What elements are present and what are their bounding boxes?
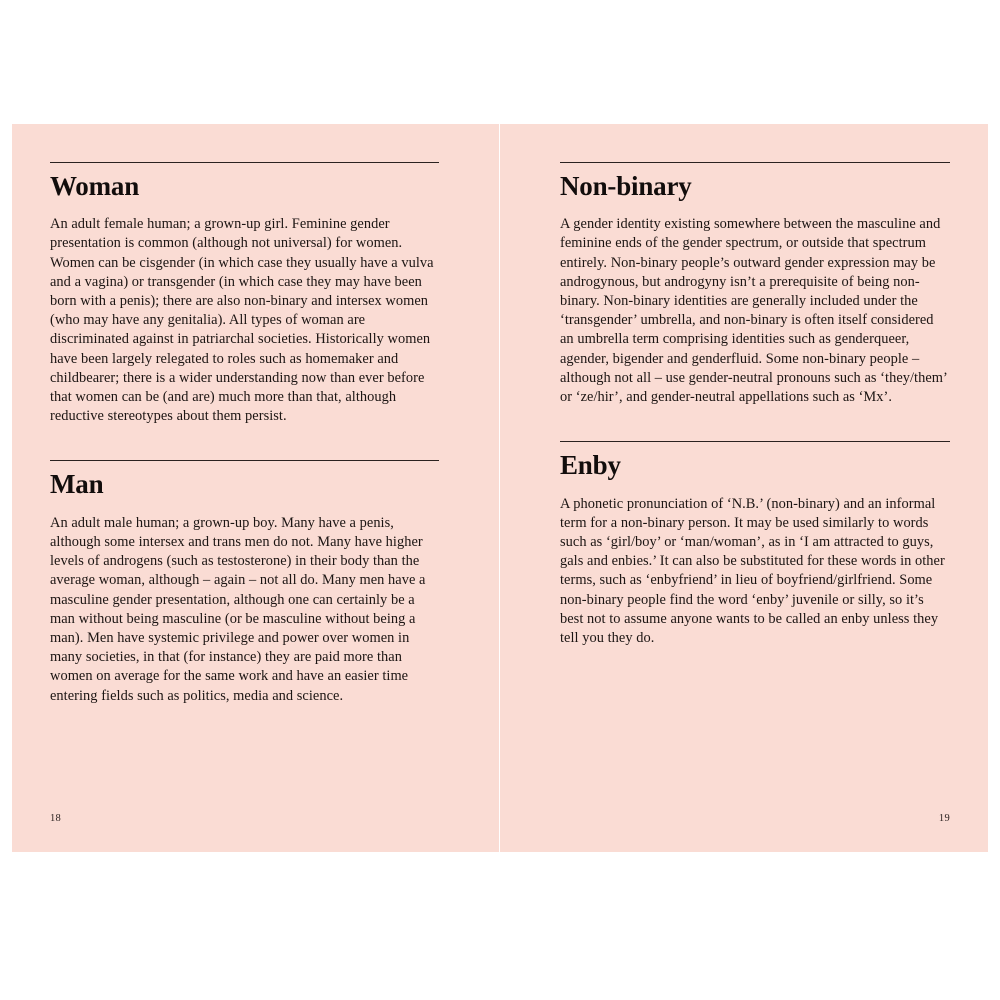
entry-definition: A phonetic pronunciation of ‘N.B.’ (non-binary) and an informal term for a non-binary person. It may be used similarly to words such as ‘girl/boy’ or ‘man/woman’, as in ‘I am attracted to guys, gals and enbies.’ It can also be substituted for these words in other terms, such as ‘enbyfriend’ in lieu of boyfriend/girlfriend. Some non-binary people find the word ‘enby’ juvenile or silly, so it’s best not to assume anyone wants to be called an enby unless they tell you they do.: [560, 495, 945, 646]
glossary-entry: [50, 460, 439, 705]
entry-definition: An adult male human; a grown-up boy. Many have a penis, although some intersex and trans men do not. Many have higher levels of androgens (such as testosterone) in their body than the average woman, although – again – not all do. Many men have a masculine gender presentation, although one can certainly be a man without being masculine (or be masculine without being a man). Men have systemic privilege and power over women in many societies, in that (for instance) they are paid more than women on average for the same work and have an easier time entering fields such as politics, media and science.: [50, 514, 426, 704]
page-number: 19: [938, 813, 950, 824]
entry-divider: [560, 441, 950, 442]
entry-divider: [50, 460, 439, 461]
entry-term: Non-binary: [560, 171, 692, 201]
book-spread: [12, 124, 988, 852]
entry-divider: [560, 162, 950, 163]
glossary-entry: [560, 162, 950, 407]
entry-definition: An adult female human; a grown-up girl. Feminine gender presentation is common (although not universal) for women. Women can be cisgender (in which case they usually have a vulva and a vagina) or transgender (in which case they may have been born with a penis); there are also non-binary and intersex women (who may have any genitalia). All types of woman are discriminated against in patriarchal societies. Historically women have been largely relegated to roles such as homemaker and childbearer; there is a wider understanding now than ever before that women can be (and are) much more than that, although reductive stereotypes about them persist.: [50, 216, 434, 425]
entry-definition: A gender identity existing somewhere between the masculine and feminine ends of the gender spectrum, or outside that spectrum entirely. Non-binary people’s outward gender expression may be androgynous, but androgyny isn’t a prerequisite of being non-binary. Non-binary identities are generally included under the ‘transgender’ umbrella, and non-binary is often itself considered an umbrella term comprising identities such as genderqueer, agender, bigender and genderfluid. Some non-binary people – although not all – use gender-neutral pronouns such as ‘they/them’ or ‘ze/hir’, and gender-neutral appellations such as ‘Mx’.: [560, 216, 947, 406]
page-left: [12, 124, 500, 852]
page-number: 18: [50, 813, 62, 824]
entry-term: Man: [50, 469, 104, 500]
glossary-entry: [560, 441, 950, 648]
glossary-entry: [50, 162, 439, 426]
entry-term: Woman: [50, 171, 140, 201]
page-right: [500, 124, 988, 852]
entry-term: Enby: [560, 450, 621, 481]
entry-divider: [50, 162, 439, 163]
